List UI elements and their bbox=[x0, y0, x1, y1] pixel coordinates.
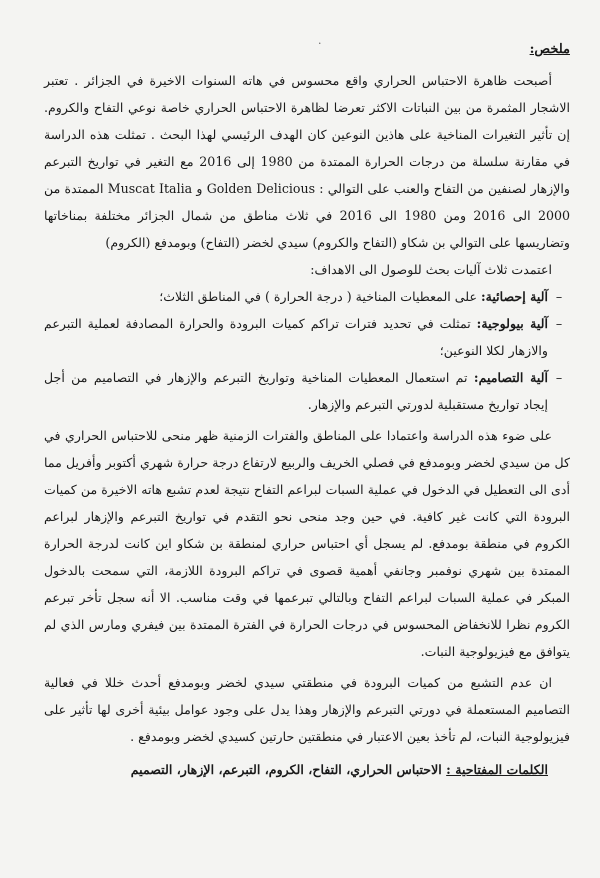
intro-paragraph: أصبحت ظاهرة الاحتباس الحراري واقع محسوس في هاته السنوات الاخيرة في الجزائر . تعتبر الاشجار المثمرة من بين النباتات الاكثر تعرضا لظاهرة الاحتباس الحراري خاصة نوعي التفاح والكروم. إن تأثير التغيرات المناخية على هاذين النوعين كان الهدف الرئيسي لهذا البحث . تمثلت هذه الدراسة في مقارنة سلسلة من درجات الحرارة الممتدة من 1980 إلى 2016 مع التغير في تواريخ التبرعم والإزهار لصنفين من التفاح والعنب على التوالي : Golden Delicious و Muscat Italia الممتدة من 2000 الى 2016 ومن 1980 الى 2016 في ثلاث مناطق من شمال الجزائر مختلفة بمناخاتها وتضاريسها على التوالي بن شكاو (التفاح والكروم) سيدي لخضر (التفاح) وبومدفع (الكروم) bbox=[44, 73, 571, 250]
bullet-dash: – bbox=[555, 289, 563, 304]
mechanisms-intro: اعتمدت ثلاث آليات بحث للوصول الى الاهداف: bbox=[310, 262, 552, 277]
keywords-line bbox=[44, 756, 570, 783]
bullet-body: على المعطيات المناخية ( درجة الحرارة ) في المناطق الثلاث؛ bbox=[159, 289, 481, 304]
bullet-dash: – bbox=[555, 370, 563, 385]
bullet-body: تم استعمال المعطيات المناخية وتواريخ التبرعم والإزهار في التصاميم من أجل إيجاد تواريخ مستقبلية لدورتي التبرعم والإزهار. bbox=[44, 370, 548, 412]
results-paragraph: على ضوء هذه الدراسة واعتمادا على المناطق والفترات الزمنية ظهر منحى للاحتباس الحراري في كل من سيدي لخضر وبومدفع في فصلي الخريف والربيع لارتفاع درجة حرارة شهري أكتوبر وأفريل مما أدى الى التعطيل في الدخول في عملية السبات لبراعم التفاح نتيجة لعدم تشبع هاته الاخيرة من كميات البرودة التي كانت غير كافية. في حين وجد منحى نحو التقدم في تواريخ التبرعم والإزهار لبراعم الكروم في منطقة بومدفع. لم يسجل أي احتباس حراري لمنطقة بن شكاو اين كانت لدرجة الحرارة الممتدة بين شهري نوفمبر وجانفي أهمية قصوى في تراكم البرودة اللازمة، التي سمحت بالدخول المبكر في عملية السبات لبراعم التفاح وبالتالي تبرعمها في وقت مناسب. الا أنه سجل تأخر تبرعم الكروم نظرا للانخفاض المحسوس في درجات الحرارة في الفترة الممتدة بين فيفري ومارس الذي لم يتوافق مع فيزيولوجية النبات. bbox=[44, 428, 570, 659]
bullet-biological bbox=[44, 310, 570, 364]
bullet-biological-text bbox=[44, 310, 548, 364]
bullet-label: آلية التصاميم: bbox=[473, 370, 549, 385]
abstract-heading: ملخص: bbox=[529, 42, 570, 57]
bullet-statistical bbox=[44, 283, 570, 310]
scan-mark: · bbox=[318, 37, 322, 50]
bullet-dash: – bbox=[555, 316, 563, 331]
bullet-label: آلية بيولوجية: bbox=[476, 316, 548, 331]
bullet-models bbox=[44, 364, 570, 418]
conclusion-paragraph: ان عدم التشبع من كميات البرودة في منطقتي سيدي لخضر وبومدفع أحدث خللا في فعالية التصاميم المستعملة في دورتي التبرعم والإزهار وهذا يدل على وجود عوامل بيئية أخرى لها تأثير على فيزيولوجية النبات، لم تأخذ بعين الاعتبار في منطقتين حارتين كسيدي لخضر وبومدفع . bbox=[44, 675, 570, 744]
bullet-label: آلية إحصائية: bbox=[480, 289, 548, 304]
keywords-text: الاحتباس الحراري، التفاح، الكروم، التبرعم، الإزهار، التصميم bbox=[130, 762, 447, 777]
bullet-statistical-text bbox=[44, 283, 548, 310]
bullet-models-text bbox=[44, 364, 548, 418]
bullet-body: تمثلت في تحديد فترات تراكم كميات البرودة والحرارة المصادفة لعملية التبرعم والازهار لكلا النوعين؛ bbox=[44, 316, 548, 358]
keywords-label: الكلمات المفتاحية : bbox=[446, 762, 548, 777]
